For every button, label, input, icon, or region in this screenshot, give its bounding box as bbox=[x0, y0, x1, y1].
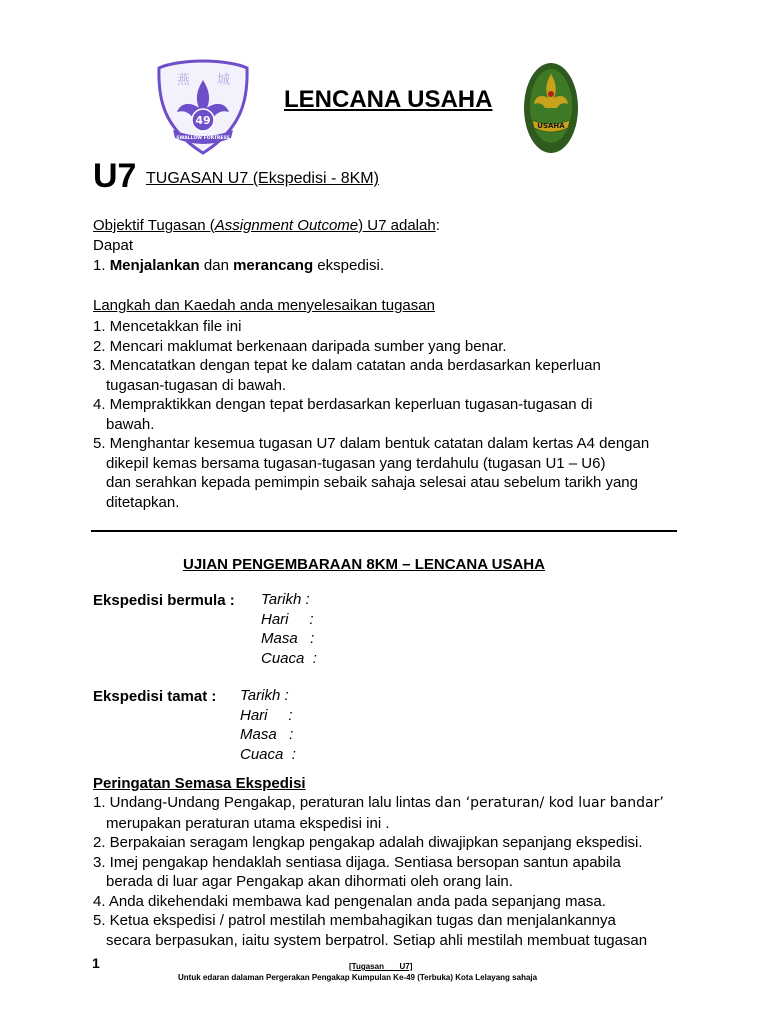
list-item: dikepil kemas bersama tugasan-tugasan yang terdahulu (tugasan U1 – U6) bbox=[106, 454, 606, 472]
objective-heading-colon: : bbox=[435, 217, 440, 234]
section-divider bbox=[91, 530, 677, 532]
list-item: 4. Mempraktikkan dengan tepat berdasarkan keperluan tugasan-tugasan di bbox=[93, 396, 593, 413]
list-item: berada di luar agar Pengakap akan dihormati oleh orang lain. bbox=[106, 873, 513, 890]
end-field-date: Tarikh : bbox=[240, 687, 289, 704]
start-field-time: Masa : bbox=[261, 630, 315, 647]
left-badge-char-2: 城 bbox=[217, 73, 231, 88]
list-item: 3. Imej pengakap hendaklah sentiasa dijaga. Sentiasa bersopan santun apabila bbox=[93, 853, 621, 871]
footer-tag: [Tugasan U7] bbox=[349, 962, 413, 971]
usaha-badge-icon bbox=[523, 62, 579, 154]
footer-note: Untuk edaran dalaman Pergerakan Pengakap Kumpulan Ke-49 (Terbuka) Kota Lelayang sahaja bbox=[178, 973, 538, 982]
list-item: ditetapkan. bbox=[106, 493, 180, 511]
task-subtitle: TUGASAN U7 (Ekspedisi - 8KM) bbox=[146, 170, 379, 187]
list-item: 2. Mencari maklumat berkenaan daripada sumber yang benar. bbox=[93, 337, 507, 355]
usaha-badge-ribbon: USAHA bbox=[537, 122, 565, 130]
objective-heading bbox=[93, 216, 440, 236]
steps-list bbox=[93, 317, 649, 512]
end-field-day: Hari : bbox=[240, 706, 293, 724]
list-item: dan serahkan kepada pemimpin sebaik sahaja selesai atau sebelum tarikh yang bbox=[106, 474, 638, 491]
start-label: Ekspedisi bermula : bbox=[93, 592, 235, 609]
objective-item-bold-2: merancang bbox=[233, 257, 314, 274]
start-field-date: Tarikh : bbox=[261, 591, 310, 608]
objective-item bbox=[93, 256, 384, 276]
end-field-time: Masa : bbox=[240, 726, 294, 743]
reminder-1b: dan ‘peraturan/ kod luar bandar’ bbox=[434, 795, 664, 811]
reminder-1a: 1. Undang-Undang Pengakap, peraturan lalu lintas bbox=[93, 794, 435, 811]
objective-item-num: 1. bbox=[93, 257, 110, 274]
objective-item-mid: dan bbox=[199, 257, 234, 274]
left-badge-ribbon: SWALLOW FORTRESS bbox=[176, 136, 230, 141]
left-scout-badge-logo bbox=[155, 58, 251, 156]
list-item: 2. Berpakaian seragam lengkap pengakap adalah diwajipkan sepanjang ekspedisi. bbox=[93, 834, 643, 851]
objective-heading-post: ) U7 adalah bbox=[358, 217, 436, 234]
list-item: 5. Ketua ekspedisi / patrol mestilah membahagikan tugas dan menjalankannya bbox=[93, 912, 616, 929]
objective-heading-pre: Objektif Tugasan ( bbox=[93, 217, 215, 234]
test-heading: UJIAN PENGEMBARAAN 8KM – LENCANA USAHA bbox=[183, 556, 545, 573]
page-title: LENCANA USAHA bbox=[284, 86, 493, 113]
end-fields bbox=[240, 686, 296, 764]
page-number: 1 bbox=[92, 955, 100, 971]
list-item bbox=[93, 793, 664, 814]
objective-heading-em: Assignment Outcome bbox=[214, 217, 359, 234]
objective-dapat: Dapat bbox=[93, 237, 134, 254]
end-label: Ekspedisi tamat : bbox=[93, 688, 217, 705]
left-badge-char-1: 燕 bbox=[177, 73, 191, 88]
right-usaha-badge-logo bbox=[523, 62, 579, 154]
start-field-day: Hari : bbox=[261, 610, 314, 628]
objective-item-end: ekspedisi. bbox=[313, 257, 385, 274]
swallow-badge-icon bbox=[155, 58, 251, 156]
reminders-list bbox=[93, 793, 664, 950]
objective-item-bold-1: Menjalankan bbox=[109, 257, 200, 274]
list-item: secara berpasukan, iaitu system berpatrol. Setiap ahli mestilah membuat tugasan bbox=[106, 931, 648, 949]
start-field-weather: Cuaca : bbox=[261, 649, 317, 667]
list-item: tugasan-tugasan di bawah. bbox=[106, 376, 287, 394]
list-item: 5. Menghantar kesemua tugasan U7 dalam bentuk catatan dalam kertas A4 dengan bbox=[93, 435, 650, 452]
reminders-heading: Peringatan Semasa Ekspedisi bbox=[93, 775, 306, 792]
list-item: 3. Mencatatkan dengan tepat ke dalam catatan anda berdasarkan keperluan bbox=[93, 357, 601, 374]
steps-heading: Langkah dan Kaedah anda menyelesaikan tugasan bbox=[93, 297, 435, 314]
list-item: 1. Mencetakkan file ini bbox=[93, 318, 242, 335]
list-item: bawah. bbox=[106, 415, 155, 433]
list-item: merupakan peraturan utama ekspedisi ini . bbox=[106, 814, 390, 832]
task-code: U7 bbox=[93, 157, 137, 195]
list-item: 4. Anda dikehendaki membawa kad pengenalan anda pada sepanjang masa. bbox=[93, 892, 606, 910]
left-badge-number: 49 bbox=[195, 114, 211, 127]
start-fields bbox=[261, 590, 317, 668]
end-field-weather: Cuaca : bbox=[240, 745, 296, 763]
